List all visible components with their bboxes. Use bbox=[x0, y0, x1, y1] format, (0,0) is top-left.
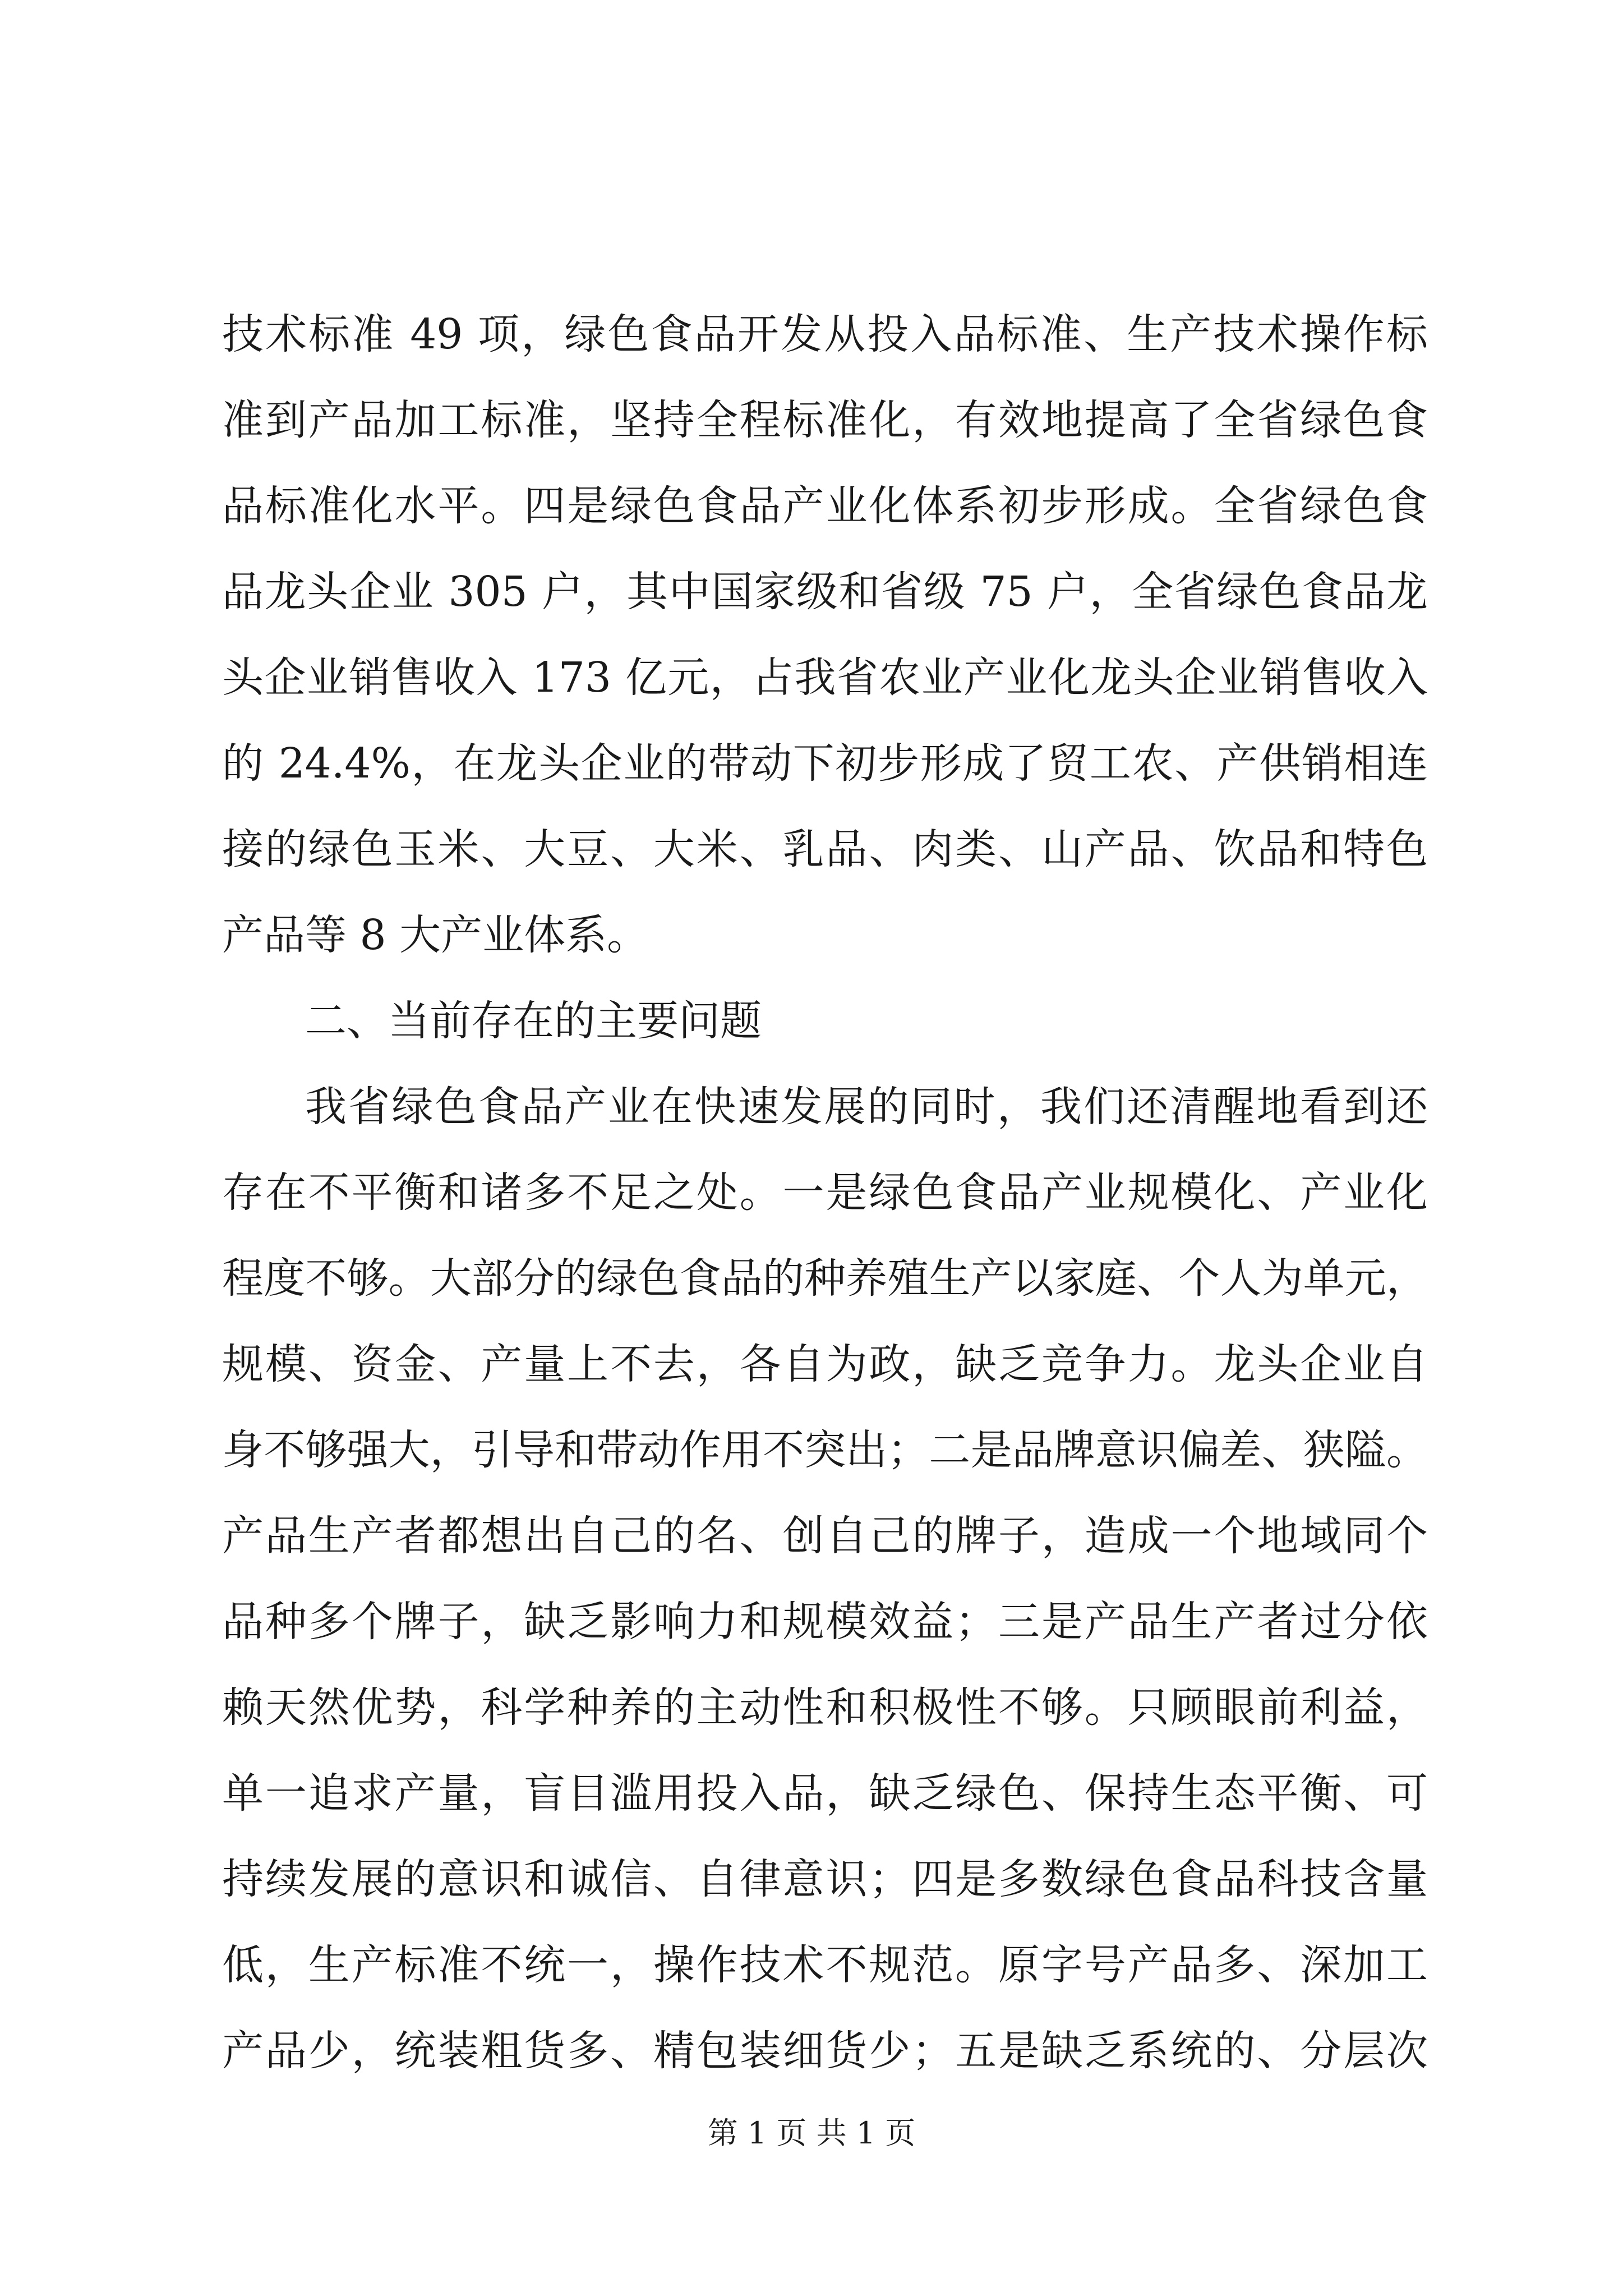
text-line: 赖天然优势，科学种养的主动性和积极性不够。只顾眼前利益， bbox=[222, 1683, 1428, 1732]
text-line: 持续发展的意识和诚信、自律意识；四是多数绿色食品科技含量 bbox=[222, 1855, 1428, 1903]
text-line: 的 24.4%，在龙头企业的带动下初步形成了贸工农、产供销相连 bbox=[222, 739, 1428, 788]
text-line: 产品生产者都想出自己的名、创自己的牌子，造成一个地域同个 bbox=[222, 1512, 1428, 1560]
section-heading: 二、当前存在的主要问题 bbox=[305, 997, 762, 1045]
text-line: 技术标准 49 项，绿色食品开发从投入品标准、生产技术操作标 bbox=[222, 310, 1428, 358]
document-body bbox=[222, 292, 1428, 2094]
text-line: 低，生产标准不统一，操作技术不规范。原字号产品多、深加工 bbox=[222, 1941, 1428, 1989]
text-line: 身不够强大，引导和带动作用不突出；二是品牌意识偏差、狭隘。 bbox=[222, 1426, 1428, 1474]
text-line: 规模、资金、产量上不去，各自为政，缺乏竞争力。龙头企业自 bbox=[222, 1340, 1428, 1388]
text-line: 产品等 8 大产业体系。 bbox=[222, 911, 649, 959]
text-line: 接的绿色玉米、大豆、大米、乳品、肉类、山产品、饮品和特色 bbox=[222, 825, 1428, 873]
text-line: 品龙头企业 305 户，其中国家级和省级 75 户，全省绿色食品龙 bbox=[222, 568, 1428, 616]
text-line: 准到产品加工标准，坚持全程标准化，有效地提高了全省绿色食 bbox=[222, 396, 1428, 444]
text-line: 我省绿色食品产业在快速发展的同时，我们还清醒地看到还 bbox=[305, 1083, 1428, 1131]
text-line: 产品少，统装粗货多、精包装细货少；五是缺乏系统的、分层次 bbox=[222, 2027, 1428, 2075]
page-footer: 第 1 页 共 1 页 bbox=[707, 2115, 916, 2151]
text-line: 品标准化水平。四是绿色食品产业化体系初步形成。全省绿色食 bbox=[222, 482, 1428, 530]
text-line: 存在不平衡和诸多不足之处。一是绿色食品产业规模化、产业化 bbox=[222, 1168, 1428, 1217]
text-line: 品种多个牌子，缺乏影响力和规模效益；三是产品生产者过分依 bbox=[222, 1598, 1428, 1646]
text-line: 头企业销售收入 173 亿元，占我省农业产业化龙头企业销售收入 bbox=[222, 654, 1428, 702]
text-line: 程度不够。大部分的绿色食品的种养殖生产以家庭、个人为单元， bbox=[222, 1254, 1428, 1303]
text-line: 单一追求产量，盲目滥用投入品，缺乏绿色、保持生态平衡、可 bbox=[222, 1769, 1428, 1818]
